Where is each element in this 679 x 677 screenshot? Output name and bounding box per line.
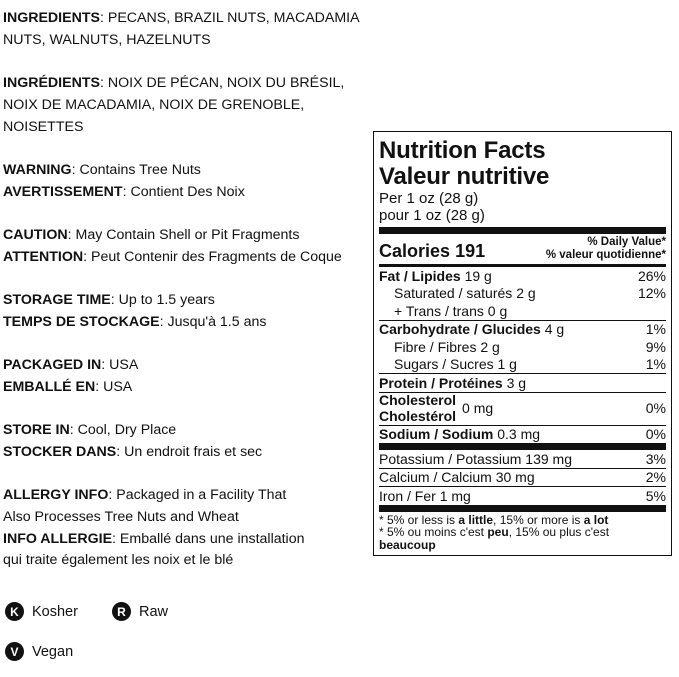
- footnote-fr: [379, 526, 666, 551]
- calories-label: Calories: [379, 241, 451, 261]
- trans-row: [379, 302, 666, 320]
- packaged-label: PACKAGED IN: [3, 357, 102, 374]
- vegan-label: Vegan: [32, 643, 74, 660]
- footnote-en-b2: a lot: [583, 512, 609, 527]
- packaged-fr-text: : USA: [95, 378, 133, 395]
- footnote-fr-1: * 5% ou moins c'est: [379, 525, 488, 539]
- warning-fr-label: AVERTISSEMENT: [3, 183, 123, 200]
- nutrition-facts-panel: [373, 131, 672, 556]
- fibre-amount: 2 g: [480, 338, 500, 355]
- iron-dv: 5%: [645, 487, 666, 504]
- daily-value-fr: % valeur quotidienne*: [545, 249, 666, 261]
- ingredients-english: [3, 8, 368, 51]
- cholesterol-amount: 0 mg: [462, 400, 494, 417]
- trans-amount: 0 g: [487, 302, 508, 319]
- allergy-fr-text-cont: qui traite également les noix et le blé: [3, 552, 234, 569]
- carbohydrate-amount: 4 g: [544, 321, 565, 337]
- potassium-amount: 139 mg: [525, 450, 572, 467]
- caution-fr-label: ATTENTION: [3, 248, 84, 265]
- iron-amount: 1 mg: [439, 487, 471, 504]
- carbohydrate-dv: 1%: [645, 321, 666, 337]
- protein-row: [379, 374, 666, 392]
- ingredients-fr-label: INGRÉDIENTS: [3, 75, 100, 92]
- allergy-label: ALLERGY INFO: [3, 487, 109, 504]
- allergy-text-cont: Also Processes Tree Nuts and Wheat: [3, 509, 239, 526]
- kosher-icon: K: [5, 602, 24, 621]
- footnote-fr-b1: peu: [487, 525, 509, 539]
- calories-value: 191: [455, 241, 486, 261]
- nutrition-title-fr: Valeur nutritive: [379, 163, 550, 190]
- vegan-icon: V: [5, 642, 24, 661]
- cholesterol-row: [379, 393, 666, 425]
- cholesterol-name-en: Cholesterol: [379, 392, 457, 408]
- iron-name: Iron / Fer: [379, 487, 436, 504]
- footnote-en-b1: a little: [458, 512, 494, 527]
- potassium-row: [379, 450, 666, 468]
- saturated-row: [379, 285, 666, 303]
- allergy-fr-text: : Emballé dans une installation: [112, 530, 305, 547]
- protein-name: Protein / Protéines: [379, 374, 503, 391]
- footnote-en-1: * 5% or less is: [379, 512, 459, 527]
- fibre-dv: 9%: [645, 338, 666, 355]
- calcium-name: Calcium / Calcium: [379, 469, 492, 485]
- caution-text: : May Contain Shell or Pit Fragments: [67, 226, 300, 243]
- allergy-fr-label: INFO ALLERGIE: [3, 530, 113, 547]
- calories-row: [379, 234, 666, 264]
- raw-badge: [112, 602, 168, 621]
- sodium-row: [379, 426, 666, 444]
- ingredients-fr-text-cont: NOIX DE MACADAMIA, NOIX DE GRENOBLE,: [3, 96, 305, 113]
- kosher-label: Kosher: [32, 603, 78, 620]
- sugars-dv: 1%: [645, 356, 666, 372]
- carbohydrate-name: Carbohydrate / Glucides: [379, 321, 541, 337]
- daily-value-header: [546, 236, 666, 262]
- packaged-text: : USA: [101, 357, 139, 374]
- packaged-block: [3, 355, 368, 398]
- saturated-name: Saturated / saturés: [394, 285, 513, 301]
- allergy-block: [3, 485, 368, 572]
- cholesterol-dv: 0%: [645, 400, 666, 417]
- serving-size-fr: pour 1 oz (28 g): [379, 207, 485, 224]
- sodium-name: Sodium / Sodium: [379, 426, 494, 442]
- warning-block: [3, 160, 368, 203]
- store-block: [3, 420, 368, 463]
- ingredients-french: [3, 73, 368, 138]
- calcium-dv: 2%: [645, 469, 666, 485]
- fat-name: Fat / Lipides: [379, 267, 461, 284]
- daily-value-en: % Daily Value*: [587, 236, 666, 248]
- fat-dv: 26%: [637, 267, 666, 284]
- cholesterol-name-fr: Cholestérol: [379, 407, 457, 424]
- sugars-amount: 1 g: [497, 356, 517, 372]
- kosher-badge: [5, 602, 78, 621]
- allergy-text: : Packaged in a Facility That: [108, 487, 287, 504]
- sodium-amount: 0.3 mg: [497, 426, 541, 442]
- footnote-en-2: , 15% or more is: [493, 512, 584, 527]
- store-label: STORE IN: [3, 422, 70, 439]
- fat-row: [379, 267, 666, 285]
- footnote-fr-2: , 15% ou plus c'est: [508, 525, 610, 539]
- ingredients-text: : PECANS, BRAZIL NUTS, MACADAMIA: [99, 10, 360, 26]
- calcium-amount: 30 mg: [495, 469, 535, 485]
- sugars-name: Sugars / Sucres: [394, 356, 494, 372]
- saturated-amount: 2 g: [516, 285, 536, 301]
- footnote: [379, 512, 666, 552]
- fibre-name: Fibre / Fibres: [394, 338, 477, 355]
- store-text: : Cool, Dry Place: [69, 422, 177, 439]
- warning-fr-text: : Contient Des Noix: [122, 183, 245, 200]
- serving-size-en: Per 1 oz (28 g): [379, 190, 479, 207]
- nutrition-title-en: Nutrition Facts: [379, 137, 546, 164]
- ingredients-fr-text: : NOIX DE PÉCAN, NOIX DU BRÉSIL,: [99, 75, 345, 92]
- footnote-fr-b2: beaucoup: [379, 537, 436, 552]
- calcium-row: [379, 469, 666, 487]
- thick-divider: [379, 227, 666, 234]
- potassium-name: Potassium / Potassium: [379, 450, 522, 467]
- store-fr-text: : Un endroit frais et sec: [116, 443, 263, 460]
- store-fr-label: STOCKER DANS: [3, 443, 117, 460]
- ingredients-fr-text-cont2: NOISETTES: [3, 118, 84, 135]
- fat-amount: 19 g: [464, 267, 492, 284]
- saturated-dv: 12%: [637, 285, 666, 301]
- thick-divider-2: [379, 443, 666, 450]
- storage-block: [3, 290, 368, 333]
- carbohydrate-row: [379, 321, 666, 339]
- iron-row: [379, 487, 666, 505]
- caution-block: [3, 225, 368, 268]
- ingredients-label: INGREDIENTS: [3, 10, 100, 26]
- caution-fr-text: : Peut Contenir des Fragments de Coque: [83, 248, 342, 265]
- sodium-dv: 0%: [645, 426, 666, 442]
- raw-icon: R: [112, 602, 131, 621]
- storage-label: STORAGE TIME: [3, 292, 111, 309]
- caution-label: CAUTION: [3, 226, 68, 243]
- potassium-dv: 3%: [645, 450, 666, 467]
- protein-amount: 3 g: [506, 374, 527, 391]
- ingredients-text-cont: NUTS, WALNUTS, HAZELNUTS: [3, 31, 211, 48]
- product-info-text: [3, 8, 368, 594]
- storage-text: : Up to 1.5 years: [110, 292, 215, 309]
- storage-fr-text: : Jusqu'à 1.5 ans: [159, 313, 267, 330]
- packaged-fr-label: EMBALLÉ EN: [3, 378, 96, 395]
- trans-name: + Trans / trans: [394, 302, 484, 319]
- raw-label: Raw: [139, 603, 169, 620]
- warning-label: WARNING: [3, 161, 72, 178]
- sugars-row: [379, 356, 666, 374]
- storage-fr-label: TEMPS DE STOCKAGE: [3, 313, 160, 330]
- vegan-badge: [5, 642, 73, 661]
- thick-divider-3: [379, 505, 666, 512]
- fibre-row: [379, 338, 666, 356]
- warning-text: : Contains Tree Nuts: [71, 161, 201, 178]
- diet-badges: [3, 600, 303, 670]
